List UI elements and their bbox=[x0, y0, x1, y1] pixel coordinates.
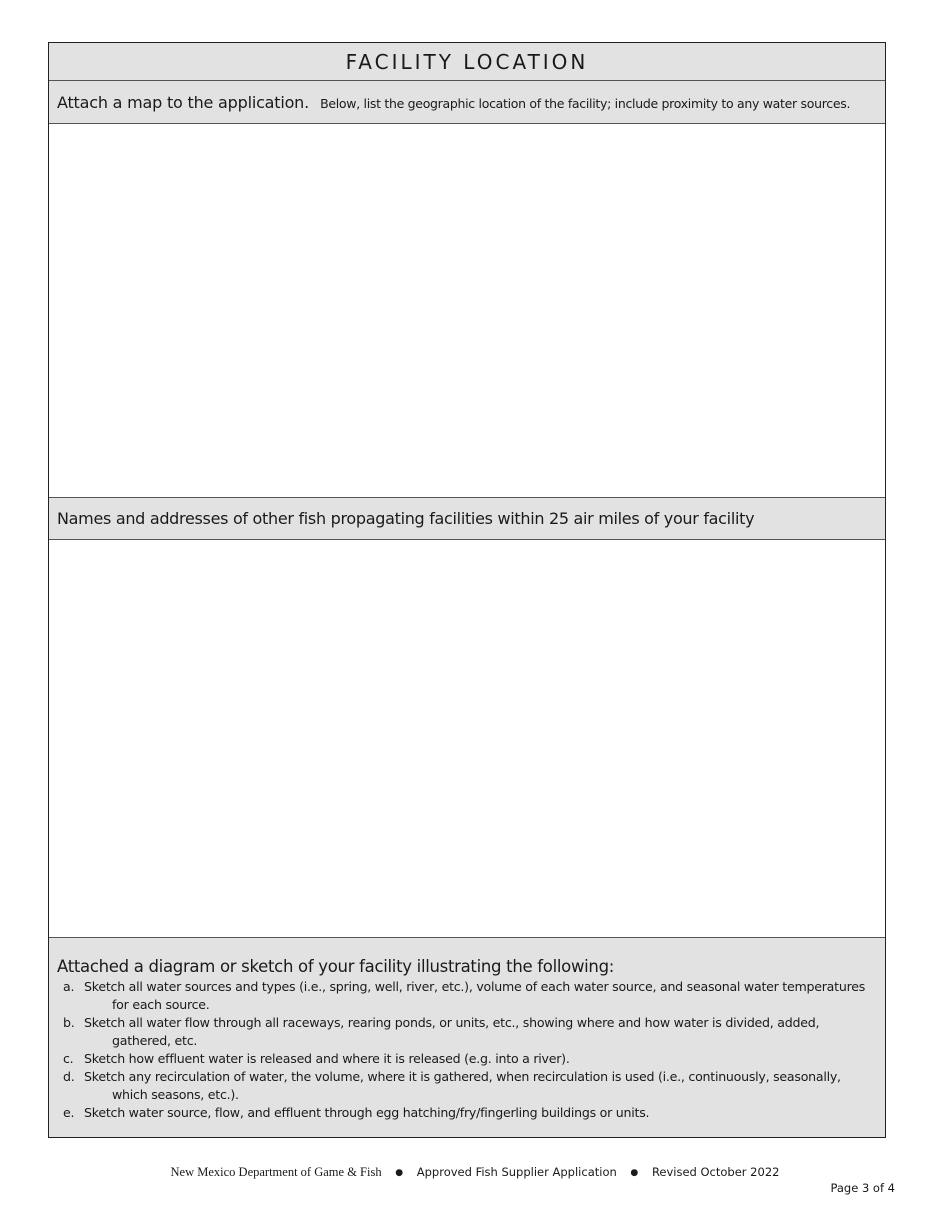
list-item-text: Sketch any recirculation of water, the volume, where it is gathered, when recirculation is used (i.e., continuously, seasonally, which seasons, etc.). bbox=[84, 1069, 841, 1102]
bullet-icon: ● bbox=[630, 1168, 639, 1178]
list-item-text: Sketch how effluent water is released and where it is released (e.g. into a river). bbox=[84, 1051, 570, 1066]
location-text-area[interactable] bbox=[49, 124, 885, 497]
facility-location-form bbox=[48, 42, 886, 1138]
list-item bbox=[57, 1014, 873, 1050]
sketch-list bbox=[57, 978, 873, 1122]
list-item bbox=[57, 1050, 873, 1068]
footer-revised: Revised October 2022 bbox=[651, 1165, 780, 1179]
list-item bbox=[57, 978, 873, 1014]
instruction-sub: Below, list the geographic location of the facility; include proximity to any water sources. bbox=[320, 96, 851, 111]
list-item-text: Sketch water source, flow, and effluent through egg hatching/fry/fingerling buildings or units. bbox=[84, 1105, 650, 1120]
list-item bbox=[57, 1104, 873, 1122]
sketch-heading: Attached a diagram or sketch of your facility illustrating the following: bbox=[57, 957, 615, 976]
bullet-icon: ● bbox=[395, 1168, 404, 1178]
list-item-letter: a. bbox=[63, 979, 75, 994]
list-item-letter: d. bbox=[63, 1069, 75, 1084]
instruction-main: Attach a map to the application. bbox=[57, 93, 309, 112]
section-title: FACILITY LOCATION bbox=[49, 43, 885, 81]
nearby-facilities-text-area[interactable] bbox=[49, 540, 885, 937]
nearby-facilities-heading: Names and addresses of other fish propagating facilities within 25 air miles of your facility bbox=[49, 497, 885, 540]
page-footer bbox=[0, 1165, 950, 1180]
list-item-text: Sketch all water sources and types (i.e., spring, well, river, etc.), volume of each water source, and seasonal water temperatures for each source. bbox=[84, 979, 866, 1012]
page-number: Page 3 of 4 bbox=[830, 1181, 895, 1195]
list-item bbox=[57, 1068, 873, 1104]
list-item-letter: e. bbox=[63, 1105, 75, 1120]
sketch-instructions bbox=[49, 937, 885, 1137]
footer-agency: New Mexico Department of Game & Fish bbox=[170, 1165, 382, 1179]
list-item-letter: c. bbox=[63, 1051, 74, 1066]
map-instruction-bar bbox=[49, 81, 885, 124]
list-item-text: Sketch all water flow through all raceways, rearing ponds, or units, etc., showing where and how water is divided, added, gathered, etc. bbox=[84, 1015, 820, 1048]
list-item-letter: b. bbox=[63, 1015, 75, 1030]
footer-application: Approved Fish Supplier Application bbox=[416, 1165, 617, 1179]
